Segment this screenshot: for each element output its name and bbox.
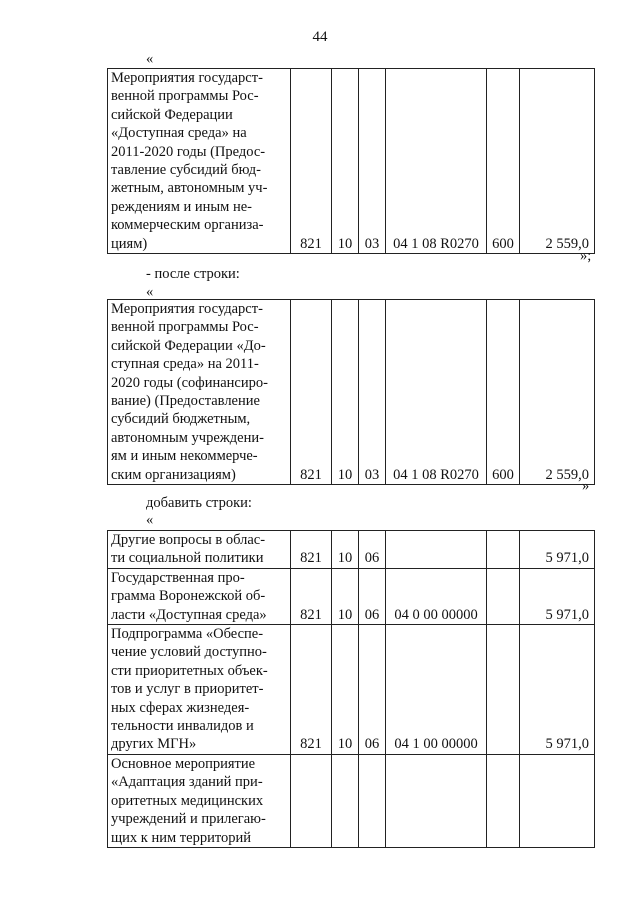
table-body (108, 69, 595, 254)
add-rows-instruction: добавить строки: (146, 495, 252, 511)
section-code-cell: 10 (332, 625, 359, 755)
expense-name-line: ям и иным некоммерче- (111, 448, 258, 465)
subsection-code-cell: 03 (359, 69, 386, 254)
expense-name-cell (108, 531, 291, 569)
expense-name-line: Государственная про- (111, 569, 245, 586)
budget-table-existing-row (107, 68, 595, 254)
section-code-cell: 10 (332, 300, 359, 485)
expense-name-line: Другие вопросы в облас- (111, 532, 266, 548)
target-article-cell: 04 1 00 00000 (386, 625, 487, 755)
amount-cell: 2 559,0 (520, 300, 595, 485)
table-row (108, 531, 595, 569)
expense-name-cell (108, 300, 291, 485)
expense-name-line: учреждений и прилегаю- (111, 811, 266, 828)
expense-name-cell (108, 625, 291, 755)
expense-name-line: автономным учреждени- (111, 429, 264, 446)
table-row (108, 300, 595, 485)
expense-name-line: оритетных медицинских (111, 792, 264, 809)
subsection-code-cell: 06 (359, 568, 386, 624)
target-article-cell: 04 1 08 R0270 (386, 69, 487, 254)
page-number: 44 (312, 29, 328, 45)
expense-name-cell (108, 568, 291, 624)
opening-quote: « (146, 51, 154, 67)
expense-name-line: сти приоритетных объек- (111, 662, 268, 679)
section-code-cell: 10 (332, 568, 359, 624)
expense-name-line: «Адаптация зданий при- (111, 774, 263, 791)
expense-name-line: чение условий доступно- (111, 644, 267, 661)
section-code-cell: 10 (332, 69, 359, 254)
opening-quote: « (146, 512, 154, 528)
expense-name-line: Подпрограмма «Обеспе- (111, 626, 264, 643)
target-article-cell (386, 531, 487, 569)
expense-name-line: ти социальной политики (111, 550, 264, 567)
expense-name-line: венной программы Рос- (111, 88, 259, 105)
table-row (108, 69, 595, 254)
expense-name-line: сийской Федерации (111, 106, 233, 123)
amount-cell: 5 971,0 (520, 531, 595, 569)
section-code-cell: 10 (332, 531, 359, 569)
grbs-code-cell: 821 (291, 69, 332, 254)
expense-name-line: ступная среда» на 2011- (111, 356, 259, 373)
after-row-instruction: - после строки: (146, 266, 240, 282)
expense-name-line: субсидий бюджетным, (111, 411, 251, 428)
expense-name-line: ных сферах жизнедея- (111, 699, 250, 716)
expense-name-line: тельности инвалидов и (111, 718, 254, 735)
expense-name-line: жетным, автономным уч- (111, 180, 268, 197)
grbs-code-cell: 821 (291, 568, 332, 624)
expense-name-line: венной программы Рос- (111, 319, 259, 336)
expense-name-line: других МГН» (111, 736, 197, 753)
expense-name-line: Мероприятия государст- (111, 70, 263, 86)
subsection-code-cell: 06 (359, 625, 386, 755)
target-article-cell: 04 0 00 00000 (386, 568, 487, 624)
amount-cell: 5 971,0 (520, 568, 595, 624)
expense-name-line: Мероприятия государст- (111, 301, 263, 317)
expense-type-cell (487, 568, 520, 624)
table-row (108, 568, 595, 624)
grbs-code-cell (291, 754, 332, 847)
amount-cell: 5 971,0 (520, 625, 595, 755)
table-body (108, 300, 595, 485)
amount-cell: 2 559,0 (520, 69, 595, 254)
table-body (108, 531, 595, 848)
expense-type-cell (487, 531, 520, 569)
expense-name-cell (108, 69, 291, 254)
budget-table-added-rows (107, 530, 595, 848)
expense-name-cell (108, 754, 291, 847)
expense-name-line: 2020 годы (софинансиро- (111, 374, 268, 391)
expense-name-line: ласти «Доступная среда» (111, 606, 267, 623)
closing-quote-semicolon: »; (580, 248, 592, 264)
target-article-cell: 04 1 08 R0270 (386, 300, 487, 485)
expense-type-cell (487, 754, 520, 847)
expense-name-line: 2011-2020 годы (Предос- (111, 143, 266, 160)
expense-name-line: тов и услуг в приоритет- (111, 681, 264, 698)
budget-table-reference-row (107, 299, 595, 485)
grbs-code-cell: 821 (291, 531, 332, 569)
grbs-code-cell: 821 (291, 300, 332, 485)
expense-name-line: тавление субсидий бюд- (111, 162, 261, 179)
expense-name-line: вание) (Предоставление (111, 393, 260, 410)
expense-name-line: коммерческим организа- (111, 217, 264, 234)
grbs-code-cell: 821 (291, 625, 332, 755)
closing-quote: » (582, 478, 590, 494)
target-article-cell (386, 754, 487, 847)
table-row (108, 625, 595, 755)
expense-name-line: «Доступная среда» на (111, 125, 247, 142)
expense-name-line: сийской Федерации «До- (111, 337, 266, 354)
amount-cell (520, 754, 595, 847)
expense-name-line: щих к ним территорий (111, 829, 251, 846)
expense-name-line: циям) (111, 235, 148, 252)
expense-name-line: грамма Воронежской об- (111, 588, 266, 605)
expense-name-line: Основное мероприятие (111, 755, 256, 772)
expense-type-cell: 600 (487, 69, 520, 254)
table-row (108, 754, 595, 847)
subsection-code-cell: 03 (359, 300, 386, 485)
opening-quote: « (146, 284, 154, 300)
expense-name-line: реждениям и иным не- (111, 198, 252, 215)
subsection-code-cell (359, 754, 386, 847)
expense-type-cell: 600 (487, 300, 520, 485)
expense-type-cell (487, 625, 520, 755)
subsection-code-cell: 06 (359, 531, 386, 569)
section-code-cell (332, 754, 359, 847)
expense-name-line: ским организациям) (111, 466, 236, 483)
